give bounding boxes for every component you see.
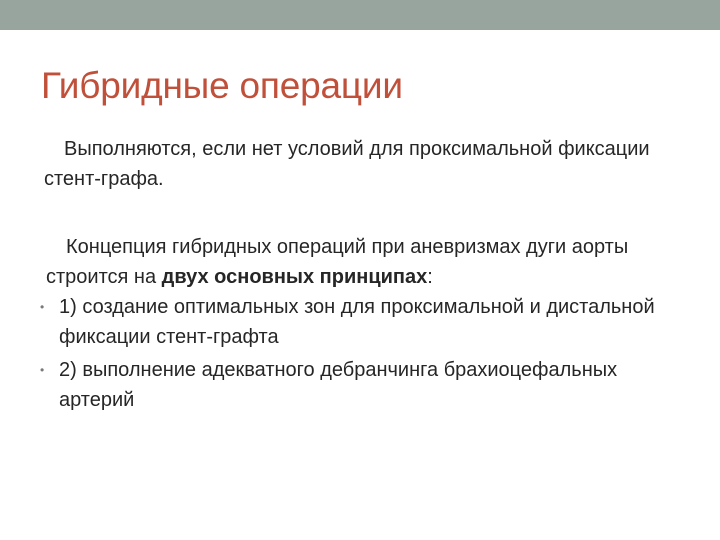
list-item-text: 1) создание оптимальных зон для проксимальной и дистальной фиксации стент-графта xyxy=(59,296,655,348)
list-item xyxy=(42,355,682,415)
paragraph-concept-text: Концепция гибридных операций при аневризмах дуги аорты строится на xyxy=(46,236,629,288)
paragraph-conditions xyxy=(42,134,682,194)
bullet-dot-icon: • xyxy=(40,363,45,377)
slide-title: Гибридные операции xyxy=(41,65,403,106)
bullet-dot-icon: • xyxy=(40,300,45,314)
principles-list xyxy=(42,292,682,415)
paragraph-concept-colon: : xyxy=(427,266,433,288)
list-item xyxy=(42,292,682,352)
paragraph-conditions-text: Выполняются, если нет условий для проксимальной фиксации стент-графа. xyxy=(44,138,650,190)
top-decorative-bar xyxy=(0,0,720,30)
slide-body xyxy=(42,134,682,415)
paragraph-concept xyxy=(42,232,682,292)
list-item-text: 2) выполнение адекватного дебранчинга брахиоцефальных артерий xyxy=(59,359,618,411)
paragraph-concept-emphasis: двух основных принципах xyxy=(161,266,428,288)
